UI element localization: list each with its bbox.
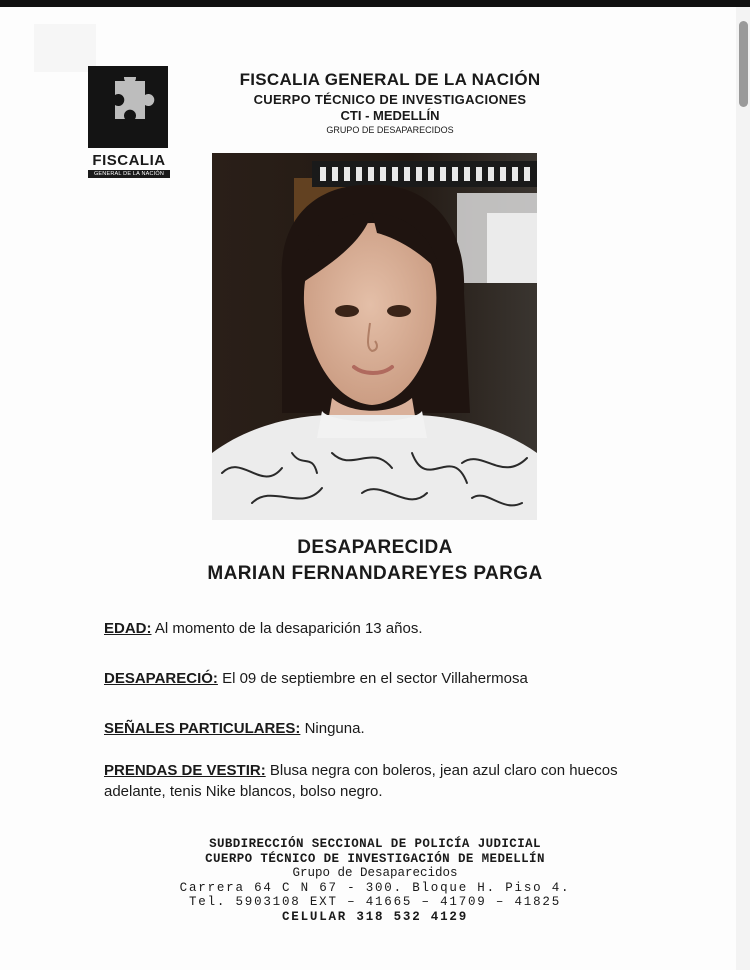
- marks-label: SEÑALES PARTICULARES:: [104, 720, 301, 737]
- footer-line-1: SUBDIRECCIÓN SECCIONAL DE POLICÍA JUDICIAL: [209, 837, 541, 851]
- notice-status: DESAPARECIDA: [297, 537, 453, 558]
- field-disappeared: [104, 668, 664, 689]
- header-subtitle: CUERPO TÉCNICO DE INVESTIGACIONES: [253, 92, 527, 107]
- puzzle-piece-icon: [88, 66, 168, 148]
- footer-line-3: Grupo de Desaparecidos: [292, 866, 458, 880]
- scrollbar[interactable]: [736, 7, 750, 970]
- disappeared-value: El 09 de septiembre en el sector Villahermosa: [217, 670, 528, 687]
- top-bar: [0, 0, 750, 7]
- fiscalia-logo: [88, 66, 170, 182]
- faint-overlay: [34, 24, 96, 72]
- footer-address: Carrera 64 C N 67 - 300. Bloque H. Piso 4.: [179, 880, 571, 895]
- logo-subtitle: GENERAL DE LA NACIÓN: [88, 170, 170, 178]
- field-particular-marks: [104, 718, 664, 739]
- disappeared-label: DESAPARECIÓ:: [104, 670, 218, 687]
- header-group: GRUPO DE DESAPARECIDOS: [326, 125, 454, 135]
- scrollbar-thumb[interactable]: [739, 21, 748, 107]
- field-clothing: [104, 760, 664, 802]
- field-age: [104, 618, 664, 639]
- age-value: Al momento de la desaparición 13 años.: [151, 620, 423, 637]
- clothing-label: PRENDAS DE VESTIR:: [104, 762, 266, 779]
- header-unit: CTI - MEDELLÍN: [340, 108, 440, 123]
- contact-footer: [0, 837, 750, 924]
- clothing-value: Blusa negra con boleros, jean azul claro con huecos adelante, tenis Nike blancos, bolso negro.: [104, 762, 618, 800]
- footer-line-2: CUERPO TÉCNICO DE INVESTIGACIÓN DE MEDELLÍN: [205, 851, 545, 866]
- missing-person-photo: [212, 153, 537, 520]
- footer-cellphone: CELULAR 318 532 4129: [281, 909, 469, 924]
- logo-wordmark: FISCALIA: [92, 152, 166, 169]
- footer-phone: Tel. 5903108 EXT – 41665 – 41709 – 41825: [188, 895, 562, 909]
- missing-person-name: MARIAN FERNANDAREYES PARGA: [207, 563, 543, 584]
- marks-value: Ninguna.: [300, 720, 365, 737]
- header-title: FISCALIA GENERAL DE LA NACIÓN: [239, 70, 541, 89]
- age-label: EDAD:: [104, 620, 152, 637]
- document-header: [200, 70, 580, 135]
